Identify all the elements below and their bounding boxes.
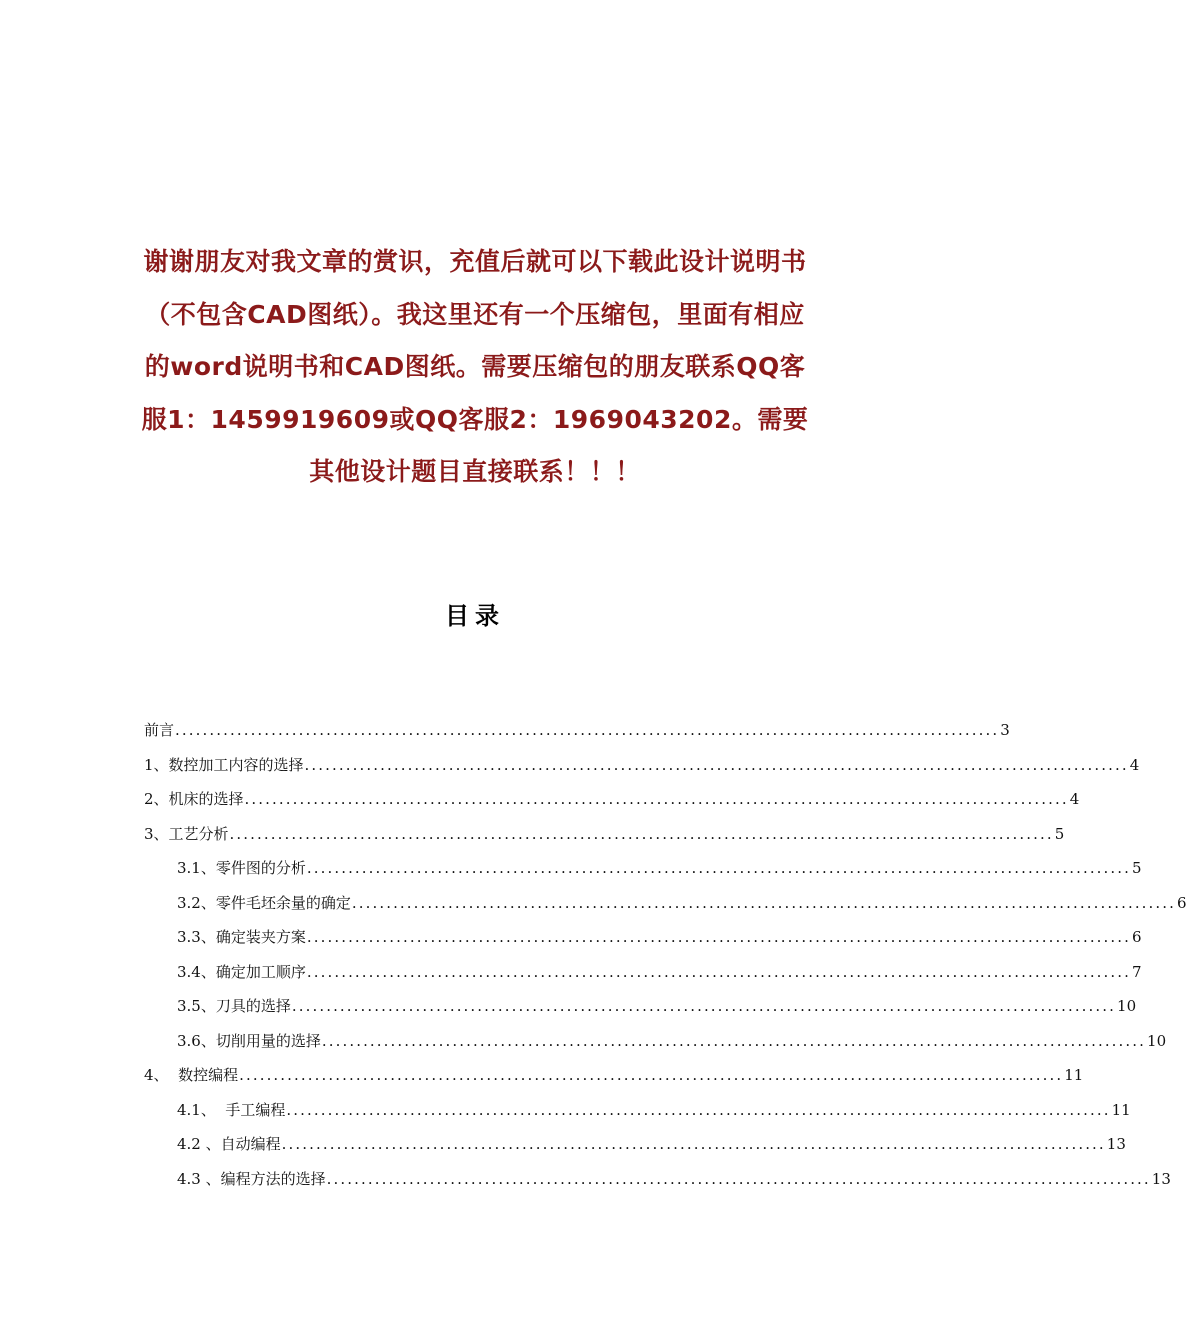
toc-leader-dots: ........................................................................................................................ xyxy=(321,1032,1147,1050)
toc-entry[interactable] xyxy=(177,1098,1131,1122)
toc-entry-text: 4、 数控编程 xyxy=(144,1066,239,1084)
toc-entry[interactable] xyxy=(177,1132,1126,1156)
toc-entry[interactable] xyxy=(144,1063,1084,1087)
toc-leader-dots: ........................................................................................................................ xyxy=(291,997,1117,1015)
toc-title: 目录 xyxy=(445,602,505,630)
download-notice: 谢谢朋友对我文章的赏识，充值后就可以下载此设计说明书（不包含CAD图纸）。我这里还有一个压缩包，里面有相应的word说明书和CAD图纸。需要压缩包的朋友联系QQ客服1：1459919609或QQ客服2：1969043202。需要其他设计题目直接联系！！！ xyxy=(141,247,809,486)
toc-entry-text: 1、数控加工内容的选择 xyxy=(144,756,304,774)
toc-entry-text: 3.5、刀具的选择 xyxy=(177,997,291,1015)
toc-entry-text: 4.1、 手工编程 xyxy=(177,1101,286,1119)
toc-entry[interactable] xyxy=(177,1167,1171,1191)
toc-page-number: 10 xyxy=(1117,997,1137,1015)
toc-page-number: 13 xyxy=(1106,1135,1126,1153)
toc-page-number: 4 xyxy=(1129,756,1140,774)
toc-page-number: 13 xyxy=(1151,1170,1171,1188)
toc-page-number: 7 xyxy=(1132,963,1142,981)
toc-page-number: 11 xyxy=(1064,1066,1084,1084)
toc-entry-text: 4.3 、编程方法的选择 xyxy=(177,1170,326,1188)
toc-entry-text: 2、机床的选择 xyxy=(144,790,244,808)
toc-leader-dots: ........................................................................................................................ xyxy=(175,721,1000,739)
toc-leader-dots: ........................................................................................................................ xyxy=(306,963,1132,981)
toc-page-number: 6 xyxy=(1177,894,1187,912)
toc-entry[interactable] xyxy=(177,960,1142,984)
toc-entry[interactable] xyxy=(177,1029,1167,1053)
toc-leader-dots: ........................................................................................................................ xyxy=(286,1101,1111,1119)
toc-leader-dots: ........................................................................................................................ xyxy=(229,825,1054,843)
toc-leader-dots: ........................................................................................................................ xyxy=(244,790,1069,808)
toc-page-number: 5 xyxy=(1054,825,1065,843)
toc-entry[interactable] xyxy=(144,718,1010,742)
toc-leader-dots: ........................................................................................................................ xyxy=(239,1066,1064,1084)
toc-page-number: 10 xyxy=(1147,1032,1167,1050)
toc-entry[interactable] xyxy=(177,925,1142,949)
toc-page-number: 3 xyxy=(1000,721,1010,739)
toc-entry-text: 3.4、确定加工顺序 xyxy=(177,963,306,981)
toc-entry-text: 4.2 、自动编程 xyxy=(177,1135,281,1153)
toc-entry-text: 前言 xyxy=(144,721,175,739)
toc-entry[interactable] xyxy=(144,753,1140,777)
toc-entry-text: 3.2、零件毛坯余量的确定 xyxy=(177,894,351,912)
toc-entry-text: 3.3、确定装夹方案 xyxy=(177,928,306,946)
toc-leader-dots: ........................................................................................................................ xyxy=(281,1135,1106,1153)
toc-leader-dots: ........................................................................................................................ xyxy=(304,756,1129,774)
toc-entry[interactable] xyxy=(177,994,1137,1018)
toc-entry-text: 3.6、切削用量的选择 xyxy=(177,1032,321,1050)
toc-page-number: 4 xyxy=(1069,790,1080,808)
toc-leader-dots: ........................................................................................................................ xyxy=(351,894,1177,912)
toc-page-number: 5 xyxy=(1132,859,1142,877)
toc-entry-text: 3.1、零件图的分析 xyxy=(177,859,306,877)
toc-page-number: 11 xyxy=(1111,1101,1131,1119)
toc-page-number: 6 xyxy=(1132,928,1142,946)
toc-entry[interactable] xyxy=(144,787,1080,811)
toc-leader-dots: ........................................................................................................................ xyxy=(306,928,1132,946)
toc-entry[interactable] xyxy=(144,822,1065,846)
toc-entry[interactable] xyxy=(177,891,1187,915)
toc-leader-dots: ........................................................................................................................ xyxy=(326,1170,1151,1188)
toc-leader-dots: ........................................................................................................................ xyxy=(306,859,1132,877)
toc-entry-text: 3、工艺分析 xyxy=(144,825,229,843)
toc-entry[interactable] xyxy=(177,856,1142,880)
